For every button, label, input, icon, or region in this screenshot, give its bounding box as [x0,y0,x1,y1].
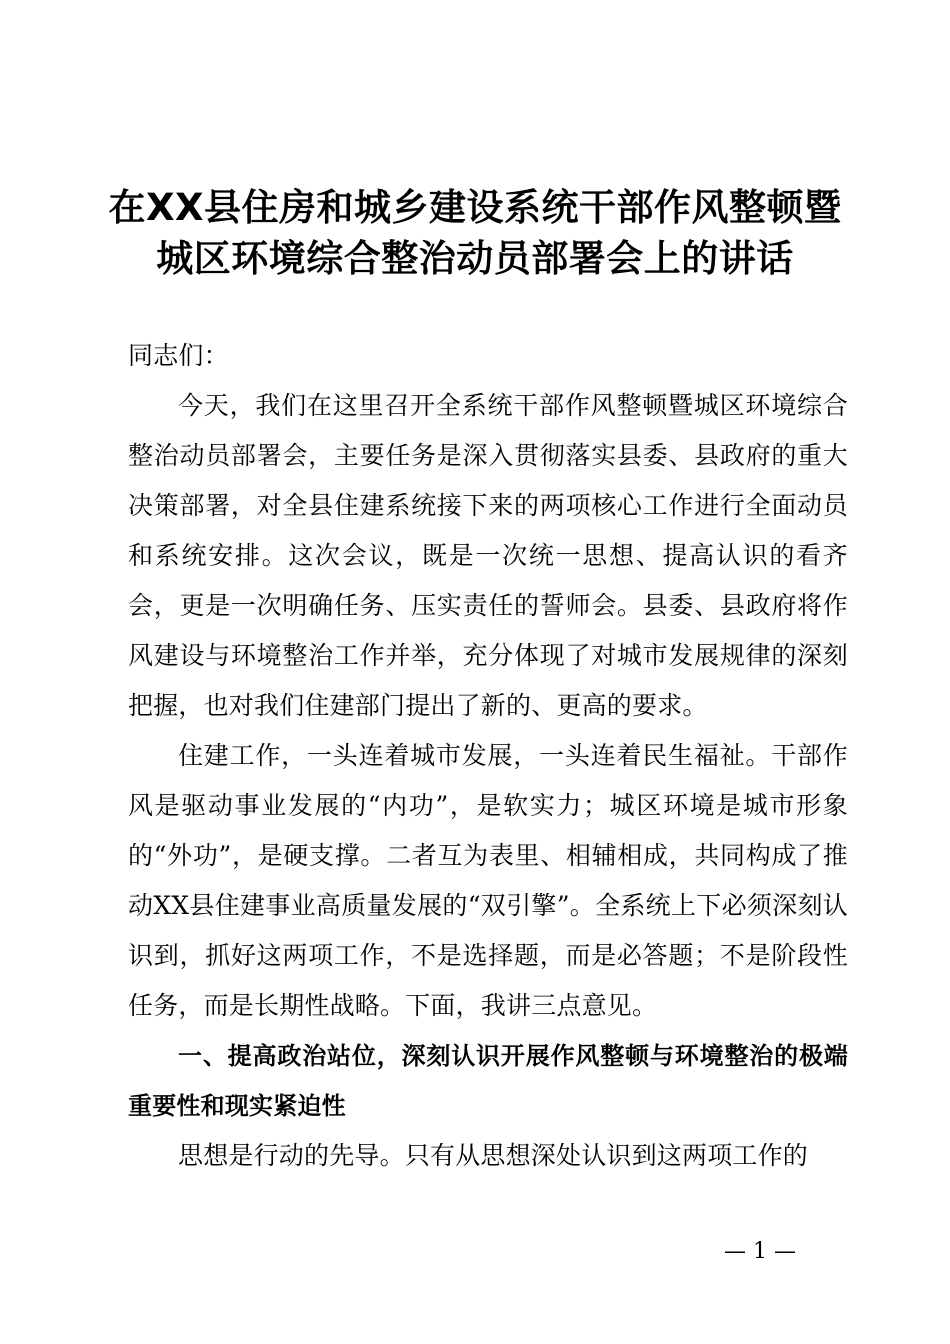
paragraph-section-1-start: 思想是行动的先导。只有从思想深处认识到这两项工作的 [178,1141,809,1170]
section-heading-1: 一、提高政治站位，深刻认识开展作风整顿与环境整治的极端重要性和现实紧迫性 [128,1042,848,1120]
salutation: 同志们： [128,341,229,370]
page-number: — 1 — [724,1239,796,1264]
document-title-line-1: 在XX县住房和城乡建设系统干部作风整顿暨 [108,186,842,229]
paragraph-dual-engine: 住建工作，一头连着城市发展，一头连着民生福祉。干部作风是驱动事业发展的“内功”，是软实力；城区环境是城市形象的“外功”，是硬支撑。二者互为表里、相辅相成，共同构成了推动XX县住建事业高质量发展的“双引擎”。全系统上下必须深刻认识到，抓好这两项工作，不是选择题，而是必答题；不是阶段性任务，而是长期性战略。下面，我讲三点意见。 [128,741,848,1020]
document-title-line-2: 城区环境综合整治动员部署会上的讲话 [156,237,794,280]
paragraph-opening: 今天，我们在这里召开全系统干部作风整顿暨城区环境综合整治动员部署会，主要任务是深入贯彻落实县委、县政府的重大决策部署，对全县住建系统接下来的两项核心工作进行全面动员和系统安排。这次会议，既是一次统一思想、提高认识的看齐会，更是一次明确任务、压实责任的誓师会。县委、县政府将作风建设与环境整治工作并举，充分体现了对城市发展规律的深刻把握，也对我们住建部门提出了新的、更高的要求。 [128,391,848,720]
